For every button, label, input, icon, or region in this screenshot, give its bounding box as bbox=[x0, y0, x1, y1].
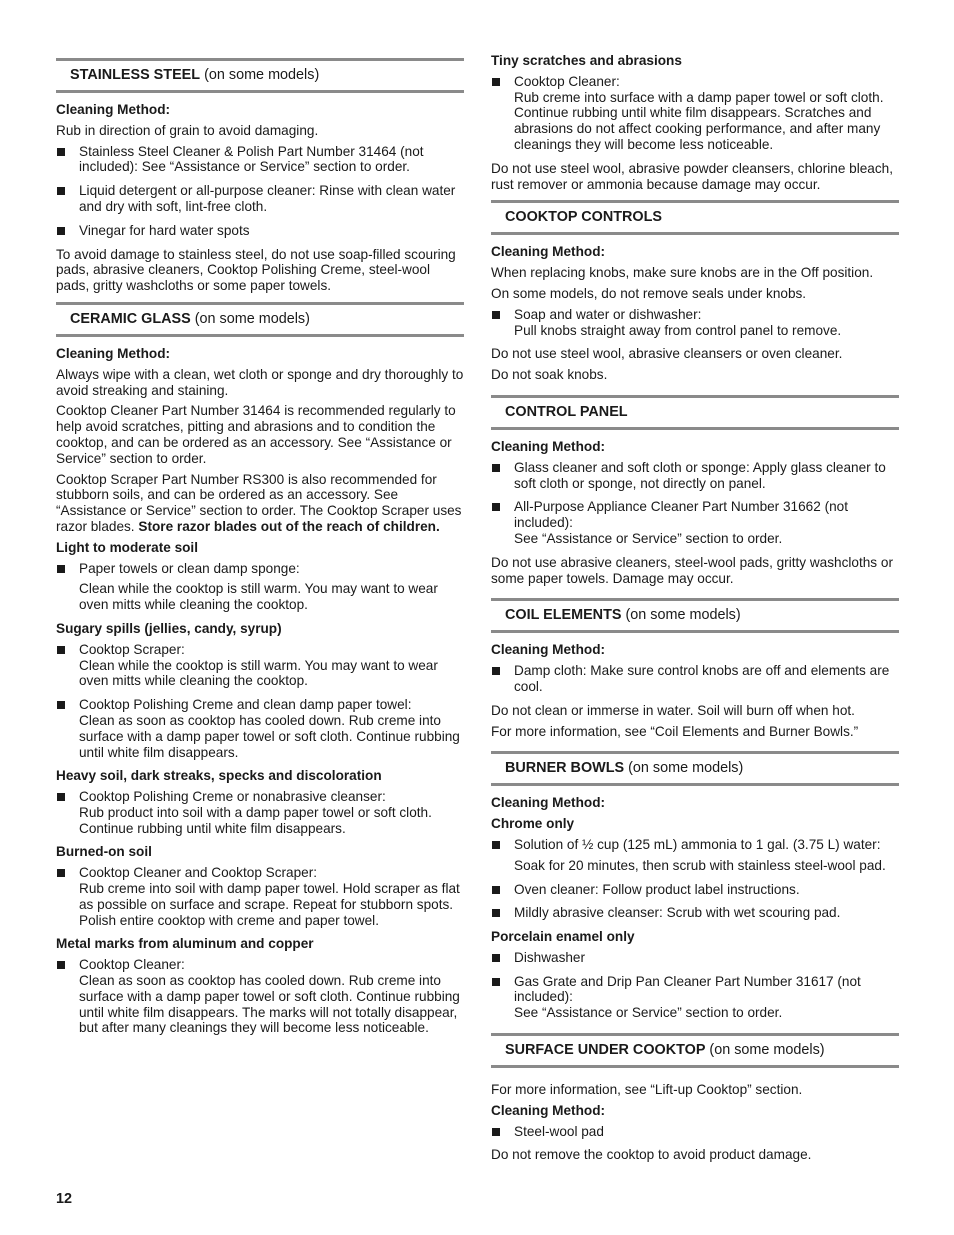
section-qualifier: (on some models) bbox=[204, 67, 320, 83]
bullet-list bbox=[491, 460, 899, 547]
item-text: Rub creme into surface with a damp paper towel or soft cloth. Continue rubbing until white film disappears. Scratches and abrasions do not affect cooking performance, and after many cleanings they will become less noticeable. bbox=[514, 89, 884, 152]
subheading-heavy-soil: Heavy soil, dark streaks, specks and discoloration bbox=[56, 768, 382, 784]
list-item: Dishwasher bbox=[491, 950, 899, 966]
list-item bbox=[56, 697, 464, 760]
stainless-steel-heading bbox=[56, 58, 464, 93]
warning-paragraph: To avoid damage to stainless steel, do not use soap-filled scouring pads, abrasive cleaners, Cooktop Polishing Creme, steel-wool pads, gritty washcloths or some paper towels. bbox=[56, 246, 456, 294]
paragraph: Cooktop Cleaner Part Number 31464 is recommended regularly to help avoid scratches, pitting and abrasions and to condition the cooktop, and can be ordered as an accessory. See “Assistance or Service” section to order. bbox=[56, 403, 456, 466]
item-head: Cooktop Cleaner and Cooktop Scraper: bbox=[79, 865, 318, 881]
subheading-porcelain-only: Porcelain enamel only bbox=[491, 929, 635, 945]
paragraph: Always wipe with a clean, wet cloth or sponge and dry thoroughly to avoid streaking and staining. bbox=[56, 366, 464, 398]
list-item: Stainless Steel Cleaner & Polish Part Number 31464 (not included): See “Assistance or Service” section to order. bbox=[56, 144, 464, 176]
warning-paragraph: Do not use steel wool, abrasive powder cleansers, chlorine bleach, rust remover or ammonia because damage may occur. bbox=[491, 160, 893, 192]
right-column bbox=[491, 0, 899, 1168]
paragraph: On some models, do not remove seals under knobs. bbox=[491, 285, 807, 301]
subheading-tiny-scratches: Tiny scratches and abrasions bbox=[491, 53, 682, 68]
list-item: Paper towels or clean damp sponge: bbox=[56, 561, 464, 577]
section-title: STAINLESS STEEL bbox=[70, 67, 201, 83]
list-item: Glass cleaner and soft cloth or sponge: Apply glass cleaner to soft cloth or sponge, not directly on panel. bbox=[491, 460, 899, 492]
bullet-list bbox=[491, 837, 899, 853]
list-item bbox=[491, 499, 899, 546]
cleaning-method-label: Cleaning Method: bbox=[491, 795, 606, 811]
item-text: See “Assistance or Service” section to order. bbox=[514, 1005, 783, 1021]
list-item: Damp cloth: Make sure control knobs are off and elements are cool. bbox=[491, 663, 899, 695]
item-head: Soap and water or dishwasher: bbox=[514, 306, 702, 322]
section-title: SURFACE UNDER COOKTOP bbox=[505, 1042, 706, 1059]
bullet-list bbox=[491, 307, 899, 339]
item-text: Clean while the cooktop is still warm. You may want to wear oven mitts while cleaning the cooktop. bbox=[79, 657, 438, 689]
section-qualifier: (on some models) bbox=[709, 1042, 825, 1059]
page-number: 12 bbox=[56, 1191, 73, 1207]
item-text: Clean as soon as cooktop has cooled down. Rub creme into surface with a damp paper towel or soft cloth. Continue rubbing until white film disappears. The marks will not totally disappear, but after many cleanings they will become less noticeable. bbox=[79, 973, 460, 1036]
item-head: Gas Grate and Drip Pan Cleaner Part Number 31617 (not included): bbox=[514, 973, 861, 1005]
bullet-list bbox=[491, 1124, 899, 1140]
section-qualifier: (on some models) bbox=[625, 607, 741, 624]
list-item bbox=[491, 74, 899, 153]
item-head: Cooktop Polishing Creme or nonabrasive cleanser: bbox=[79, 789, 386, 805]
bullet-list bbox=[56, 144, 464, 239]
section-title: BURNER BOWLS bbox=[505, 760, 625, 777]
list-item bbox=[56, 865, 464, 928]
list-item: Vinegar for hard water spots bbox=[56, 223, 464, 239]
warning-paragraph: Do not remove the cooktop to avoid product damage. bbox=[491, 1147, 812, 1163]
item-head: Cooktop Polishing Creme and clean damp paper towel: bbox=[79, 697, 412, 713]
list-item bbox=[56, 957, 464, 1036]
section-title: CONTROL PANEL bbox=[505, 403, 628, 420]
list-item: Steel-wool pad bbox=[491, 1124, 899, 1140]
list-item bbox=[491, 307, 899, 339]
cleaning-method-label: Cleaning Method: bbox=[491, 438, 606, 454]
paragraph: Do not clean or immerse in water. Soil will burn off when hot. bbox=[491, 702, 855, 718]
list-continuation: Clean while the cooktop is still warm. You may want to wear oven mitts while cleaning the cooktop. bbox=[79, 581, 438, 613]
cleaning-method-label: Cleaning Method: bbox=[56, 102, 171, 117]
bullet-list bbox=[56, 642, 464, 761]
list-continuation: Soak for 20 minutes, then scrub with stainless steel-wool pad. bbox=[514, 857, 886, 873]
section-qualifier: (on some models) bbox=[194, 310, 310, 327]
list-item bbox=[56, 642, 464, 689]
list-item: Liquid detergent or all-purpose cleaner: Rinse with clean water and dry with soft, lint-free cloth. bbox=[56, 183, 464, 215]
cleaning-method-label: Cleaning Method: bbox=[491, 244, 606, 260]
warning-paragraph: Do not soak knobs. bbox=[491, 367, 608, 383]
item-head: All-Purpose Appliance Cleaner Part Number 31662 (not included): bbox=[514, 499, 848, 531]
bullet-list bbox=[56, 865, 464, 928]
list-item: Solution of ½ cup (125 mL) ammonia to 1 gal. (3.75 L) water: bbox=[491, 837, 899, 853]
subheading-chrome-only: Chrome only bbox=[491, 816, 575, 832]
cooktop-controls-heading bbox=[491, 200, 899, 235]
bullet-list bbox=[56, 957, 464, 1036]
cleaning-method-label: Cleaning Method: bbox=[491, 1102, 606, 1118]
list-item bbox=[491, 974, 899, 1021]
section-qualifier: (on some models) bbox=[628, 760, 744, 777]
coil-elements-heading bbox=[491, 598, 899, 633]
item-head: Cooktop Cleaner: bbox=[514, 73, 620, 89]
item-text: Clean as soon as cooktop has cooled down. Rub creme into surface with a damp paper towel or soft cloth. Continue rubbing until white film disappears. bbox=[79, 712, 460, 760]
subheading-metal-marks: Metal marks from aluminum and copper bbox=[56, 936, 314, 952]
paragraph: When replacing knobs, make sure knobs are in the Off position. bbox=[491, 265, 874, 281]
burner-bowls-heading bbox=[491, 751, 899, 786]
cleaning-method-label: Cleaning Method: bbox=[491, 642, 606, 658]
warning-paragraph: Do not use steel wool, abrasive cleansers or oven cleaner. bbox=[491, 346, 843, 362]
subheading-sugary-spills: Sugary spills (jellies, candy, syrup) bbox=[56, 620, 282, 636]
item-text: Rub creme into soil with damp paper towel. Hold scraper as flat as possible on surface and scrape. Repeat for stubborn spots. Polish entire cooktop with creme and paper towel. bbox=[79, 881, 460, 928]
ceramic-glass-heading bbox=[56, 302, 464, 337]
left-column bbox=[56, 0, 464, 1044]
cleaning-method-label: Cleaning Method: bbox=[56, 345, 171, 361]
section-title: COOKTOP CONTROLS bbox=[505, 209, 662, 226]
bullet-list bbox=[56, 561, 464, 577]
subheading-light-soil: Light to moderate soil bbox=[56, 539, 198, 555]
paragraph-bold-text: Store razor blades out of the reach of children. bbox=[138, 518, 440, 534]
subheading-burned-on-soil: Burned-on soil bbox=[56, 844, 152, 860]
section-title: COIL ELEMENTS bbox=[505, 607, 622, 624]
list-item bbox=[56, 789, 464, 836]
bullet-list bbox=[491, 882, 899, 922]
bullet-list bbox=[491, 663, 899, 695]
paragraph bbox=[56, 472, 464, 535]
item-text: See “Assistance or Service” section to order. bbox=[514, 530, 783, 546]
paragraph: For more information, see “Coil Elements and Burner Bowls.” bbox=[491, 723, 859, 739]
list-item: Mildly abrasive cleanser: Scrub with wet scouring pad. bbox=[491, 905, 899, 921]
bullet-list bbox=[491, 950, 899, 1021]
surface-under-cooktop-heading bbox=[491, 1033, 899, 1068]
item-head: Cooktop Scraper: bbox=[79, 641, 185, 657]
paragraph: Rub in direction of grain to avoid damaging. bbox=[56, 122, 319, 138]
bullet-list bbox=[491, 74, 899, 153]
paragraph-text: Cooktop Scraper Part Number RS300 is also recommended for stubborn soils, and can be ordered as an accessory. See “Assistance or Service” section to order. The Cooktop Scraper uses razor blades. bbox=[56, 471, 462, 534]
control-panel-heading bbox=[491, 395, 899, 430]
list-item: Oven cleaner: Follow product label instructions. bbox=[491, 882, 899, 898]
bullet-list bbox=[56, 789, 464, 836]
paragraph: For more information, see “Lift-up Cooktop” section. bbox=[491, 1082, 803, 1098]
warning-paragraph: Do not use abrasive cleaners, steel-wool pads, gritty washcloths or some paper towels. Damage may occur. bbox=[491, 554, 893, 586]
item-text: Rub product into soil with a damp paper towel or soft cloth. Continue rubbing until white film disappears. bbox=[79, 804, 432, 836]
item-text: Pull knobs straight away from control panel to remove. bbox=[514, 322, 842, 338]
section-title: CERAMIC GLASS bbox=[70, 310, 191, 327]
item-head: Cooktop Cleaner: bbox=[79, 957, 185, 973]
